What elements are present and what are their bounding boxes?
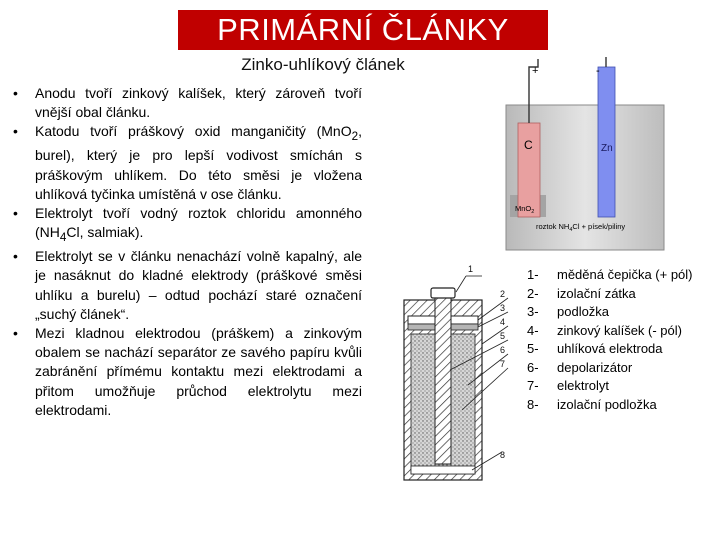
section-number-4: 4	[500, 317, 506, 327]
bottom-insulation	[411, 466, 475, 474]
section-number-7: 7	[500, 359, 506, 369]
bullet-anode: • Anodu tvoří zinkový kalíšek, který zároveň tvoří vnější obal článku.	[10, 84, 362, 122]
slide-subtitle: Zinko-uhlíkový článek	[241, 55, 405, 74]
plus-sign: +	[532, 65, 539, 77]
mno2-label: MnO$_2$	[515, 204, 535, 215]
legend-item: 6- depolarizátor	[527, 359, 633, 375]
section-number-8: 8	[500, 450, 506, 460]
section-number-6: 6	[500, 345, 506, 355]
carbon-electrode	[435, 294, 451, 464]
bullet-dry-cell: • Elektrolyt se v článku nenachází volně kapalný, ale je nasáknut do kladné elektrody (práškové směsi uhlíku a burelu) – odtud pochází staré označení „suchý článek“.	[10, 247, 362, 324]
zinc-rod	[598, 67, 615, 217]
carbon-label: C	[524, 138, 533, 152]
legend-item: 2- izolační zátka	[527, 285, 636, 301]
dry-cell-cross-section	[382, 260, 522, 488]
legend-item: 1- měděná čepička (+ pól)	[527, 267, 693, 282]
minus-sign: -	[596, 65, 600, 77]
slide-title: PRIMÁRNÍ ČLÁNKY	[178, 10, 548, 50]
electrolyte-caption: roztok $NH_4Cl$ + písek/piliny	[536, 222, 626, 233]
section-number-5: 5	[500, 331, 506, 341]
cell-schematic	[500, 55, 672, 253]
parts-legend	[527, 266, 693, 414]
legend-item: 3- podložka	[527, 304, 610, 319]
bullet-cathode: • Katodu tvoří práškový oxid manganičitý (MnO$_2$, burel), který je pro lepší vodivost smíchán s práškovým uhlíkem. Do této směsi je vložena uhlíková tyčinka umístěná v ose článku.	[10, 122, 362, 204]
legend-item: 4- zinkový kalíšek (- pól)	[527, 322, 682, 338]
bullet-electrolyte: • Elektrolyt tvoří vodný roztok chloridu amonného ($NH_4Cl$, salmiak).	[10, 204, 362, 247]
section-number-1: 1	[468, 264, 474, 274]
copper-cap	[431, 288, 455, 298]
section-number-3: 3	[500, 303, 506, 313]
legend-item: 5- uhlíková elektroda	[527, 341, 663, 356]
legend-item: 8- izolační podložka	[527, 396, 657, 412]
zinc-label: Zn	[601, 143, 613, 154]
bullet-separator: • Mezi kladnou elektrodou (práškem) a zinkovým obalem se nachází separátor ze savého papíru kvůli zabránění přímému kontaktu mezi elektrodami a přitom umožňuje průchod elektrolytu mezi elektrodami.	[10, 324, 362, 420]
bullet-list	[10, 84, 362, 420]
section-number-2: 2	[500, 289, 506, 299]
legend-item: 7- elektrolyt	[527, 378, 610, 393]
